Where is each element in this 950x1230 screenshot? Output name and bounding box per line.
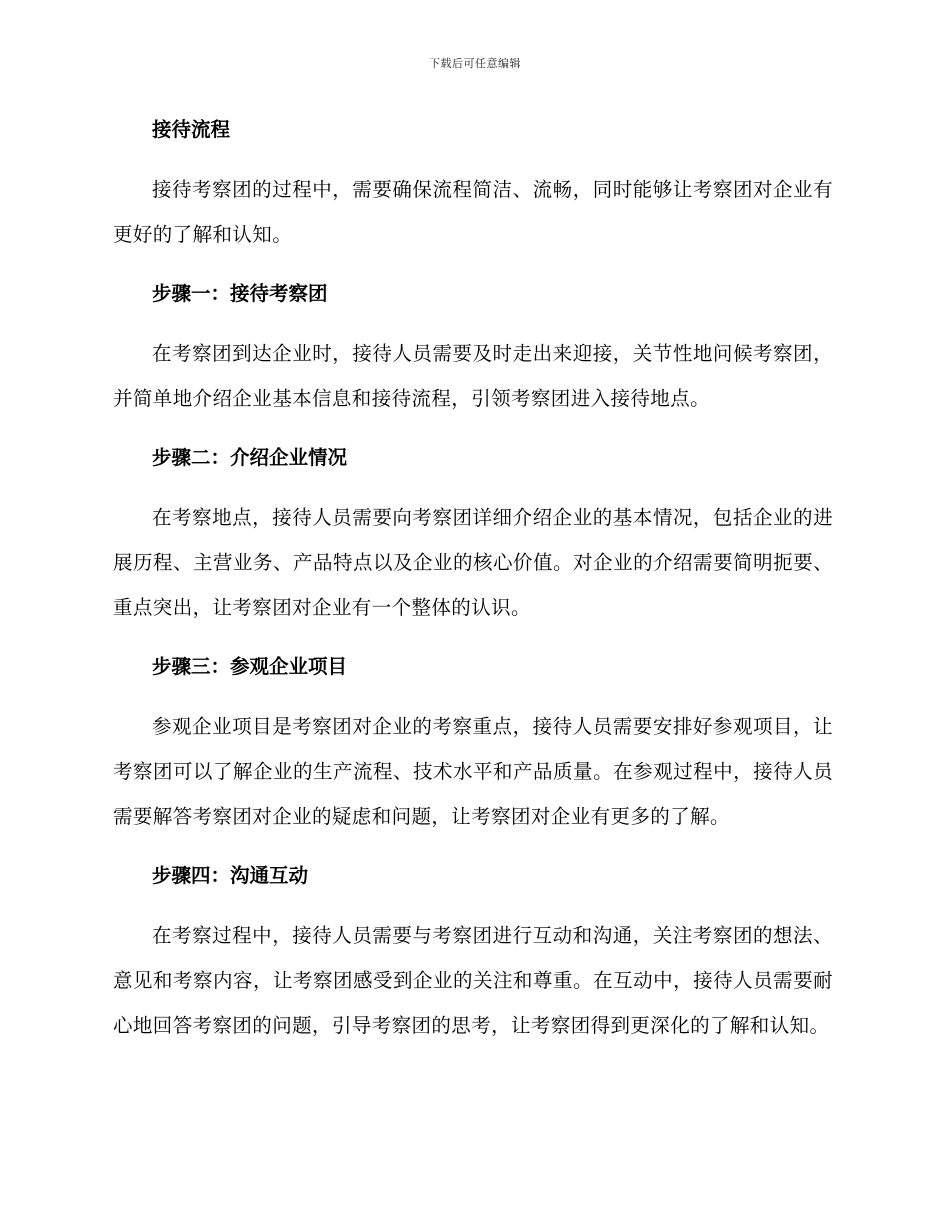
intro-paragraph: 接待考察团的过程中，需要确保流程简洁、流畅，同时能够让考察团对企业有更好的了解和认知。 <box>113 178 833 246</box>
step-1-heading: 步骤一：接待考察团 <box>152 282 328 305</box>
step-3-paragraph: 参观企业项目是考察团对企业的考察重点，接待人员需要安排好参观项目，让考察团可以了解企业的生产流程、技术水平和产品质量。在参观过程中，接待人员需要解答考察团对企业的疑虑和问题，让考察团对企业有更多的了解。 <box>113 715 833 828</box>
document-title: 接待流程 <box>152 118 231 141</box>
step-4-heading: 步骤四：沟通互动 <box>152 864 309 887</box>
step-3-heading: 步骤三：参观企业项目 <box>152 655 348 678</box>
step-1-paragraph: 在考察团到达企业时，接待人员需要及时走出来迎接，关节性地问候考察团，并简单地介绍企业基本信息和接待流程，引领考察团进入接待地点。 <box>113 342 833 410</box>
header-note: 下载后可任意编辑 <box>429 57 521 70</box>
document-body <box>113 108 833 1063</box>
step-4-paragraph: 在考察过程中，接待人员需要与考察团进行互动和沟通，关注考察团的想法、意见和考察内容，让考察团感受到企业的关注和尊重。在互动中，接待人员需要耐心地回答考察团的问题，引导考察团的思考，让考察团得到更深化的了解和认知。 <box>113 924 833 1037</box>
step-2-heading: 步骤二：介绍企业情况 <box>152 446 348 469</box>
step-2-paragraph: 在考察地点，接待人员需要向考察团详细介绍企业的基本情况，包括企业的进展历程、主营业务、产品特点以及企业的核心价值。对企业的介绍需要简明扼要、重点突出，让考察团对企业有一个整体的认识。 <box>113 506 833 619</box>
